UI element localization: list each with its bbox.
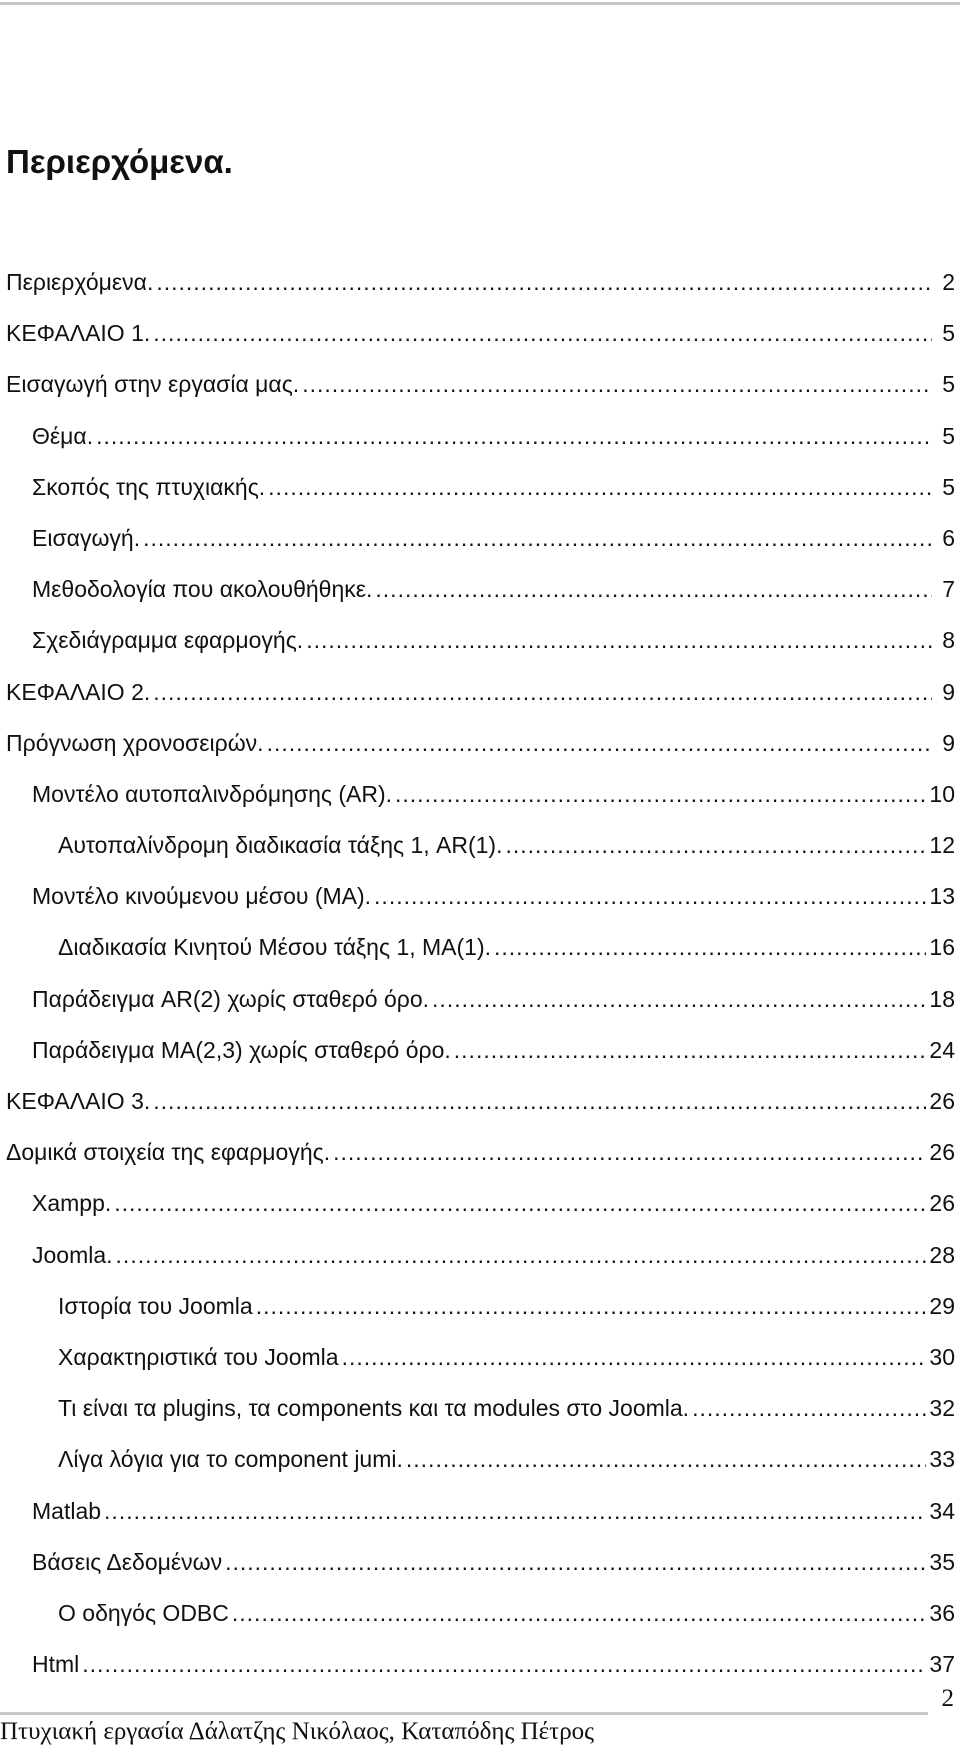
toc-entry-label: Λίγα λόγια για το component jumi. <box>58 1446 403 1473</box>
toc-entry[interactable] <box>0 774 955 825</box>
toc-entry-page: 10 <box>929 780 955 807</box>
toc-entry[interactable] <box>0 672 955 723</box>
toc-entry[interactable] <box>0 1030 955 1081</box>
toc-entry-page: 33 <box>929 1446 955 1473</box>
toc-leader-dots <box>225 1542 926 1582</box>
toc-entry-label: Πρόγνωση χρονοσειρών. <box>6 729 264 756</box>
toc-leader-dots <box>153 313 932 353</box>
toc-leader-dots <box>454 1030 927 1070</box>
toc-entry[interactable] <box>0 518 955 569</box>
toc-leader-dots <box>114 1183 926 1223</box>
toc-entry[interactable] <box>0 569 955 620</box>
toc-entry-label: Θέμα. <box>32 422 94 449</box>
toc-entry[interactable] <box>0 1542 955 1593</box>
top-rule <box>0 2 960 5</box>
toc-entry-label: Παράδειγμα MA(2,3) χωρίς σταθερό όρο. <box>32 1036 451 1063</box>
toc-entry[interactable] <box>0 364 955 415</box>
toc-leader-dots <box>375 569 932 609</box>
toc-entry-page: 35 <box>929 1548 955 1575</box>
toc-entry[interactable] <box>0 1388 955 1439</box>
toc-leader-dots <box>306 620 932 660</box>
toc-entry-page: 5 <box>942 371 955 398</box>
toc-entry-page: 32 <box>929 1395 955 1422</box>
toc-entry-label: Σκοπός της πτυχιακής. <box>32 473 266 500</box>
toc-entry[interactable] <box>0 876 955 927</box>
toc-entry[interactable] <box>0 1644 955 1695</box>
toc-entry-label: Ιστορία του Joomla <box>58 1292 253 1319</box>
toc-entry[interactable] <box>0 1491 955 1542</box>
toc-entry-page: 9 <box>942 678 955 705</box>
toc-entry-page: 5 <box>942 320 955 347</box>
toc-entry[interactable] <box>0 927 955 978</box>
toc-entry[interactable] <box>0 313 955 364</box>
toc-entry-page: 26 <box>929 1139 955 1166</box>
toc-entry-label: Χαρακτηριστικά του Joomla <box>58 1343 339 1370</box>
page-number: 2 <box>941 1685 954 1712</box>
toc-entry-label: Αυτοπαλίνδρομη διαδικασία τάξης 1, AR(1). <box>58 832 503 859</box>
toc-entry-page: 29 <box>929 1292 955 1319</box>
toc-entry-page: 12 <box>929 832 955 859</box>
toc-leader-dots <box>432 979 926 1019</box>
toc-leader-dots <box>505 825 926 865</box>
table-of-contents <box>0 262 955 1695</box>
toc-entry-label: Δομικά στοιχεία της εφαρμογής. <box>6 1139 331 1166</box>
toc-entry-label: ΚΕΦΑΛΑΙΟ 3. <box>6 1088 151 1114</box>
toc-entry-page: 37 <box>929 1651 955 1678</box>
toc-entry-label: Παράδειγμα AR(2) χωρίς σταθερό όρο. <box>32 985 430 1012</box>
toc-entry[interactable] <box>0 1235 955 1286</box>
toc-entry[interactable] <box>0 1593 955 1644</box>
toc-entry[interactable] <box>0 416 955 467</box>
toc-leader-dots <box>96 416 932 456</box>
toc-entry[interactable] <box>0 979 955 1030</box>
toc-entry-page: 30 <box>929 1343 955 1370</box>
toc-leader-dots <box>395 774 926 814</box>
toc-entry[interactable] <box>0 1183 955 1234</box>
toc-leader-dots <box>692 1388 926 1428</box>
toc-leader-dots <box>153 672 932 712</box>
toc-entry-label: Τι είναι τα plugins, τα components και τα modules στο Joomla. <box>58 1395 690 1422</box>
toc-leader-dots <box>333 1132 926 1172</box>
toc-leader-dots <box>268 467 932 507</box>
toc-entry-page: 5 <box>942 473 955 500</box>
toc-leader-dots <box>116 1235 927 1275</box>
toc-entry-label: Matlab <box>32 1497 102 1524</box>
toc-entry-page: 9 <box>942 729 955 756</box>
toc-entry[interactable] <box>0 1132 955 1183</box>
toc-leader-dots <box>494 927 926 967</box>
toc-entry-label: Βάσεις Δεδομένων <box>32 1548 223 1575</box>
toc-leader-dots <box>267 723 932 763</box>
toc-entry-page: 5 <box>942 422 955 449</box>
toc-entry[interactable] <box>0 723 955 774</box>
toc-entry-page: 36 <box>929 1599 955 1626</box>
toc-entry-page: 7 <box>942 576 955 603</box>
toc-entry-label: Εισαγωγή. <box>32 524 141 551</box>
toc-entry[interactable] <box>0 1439 955 1490</box>
toc-leader-dots <box>342 1337 927 1377</box>
toc-leader-dots <box>374 876 926 916</box>
toc-entry[interactable] <box>0 1286 955 1337</box>
toc-entry-page: 16 <box>929 934 955 961</box>
toc-entry-label: Μεθοδολογία που ακολουθήθηκε. <box>32 576 373 603</box>
toc-entry-label: Ο οδηγός ODBC <box>58 1599 229 1626</box>
toc-entry-page: 24 <box>929 1036 955 1063</box>
toc-entry-label: ΚΕΦΑΛΑΙΟ 1. <box>6 320 151 347</box>
toc-entry-label: Joomla. <box>32 1241 113 1268</box>
toc-entry-page: 6 <box>942 524 955 551</box>
toc-leader-dots <box>302 364 932 404</box>
toc-entry-label: Xampp. <box>32 1190 112 1217</box>
toc-entry-page: 34 <box>929 1497 955 1524</box>
toc-entry[interactable] <box>0 825 955 876</box>
toc-entry-page: 28 <box>929 1241 955 1268</box>
toc-entry-label: ΚΕΦΑΛΑΙΟ 2. <box>6 678 151 705</box>
toc-entry[interactable] <box>0 620 955 671</box>
toc-leader-dots <box>104 1491 926 1531</box>
toc-leader-dots <box>256 1286 927 1326</box>
toc-entry-label: Μοντέλο κινούμενου μέσου (MA). <box>32 883 372 910</box>
toc-leader-dots <box>406 1439 927 1479</box>
toc-entry-label: Σχεδιάγραμμα εφαρμογής. <box>32 627 304 654</box>
toc-entry-page: 8 <box>942 627 955 654</box>
toc-leader-dots <box>153 1081 926 1121</box>
toc-entry[interactable] <box>0 1081 955 1132</box>
toc-leader-dots <box>156 262 932 302</box>
page-title: Περιερχόμενα. <box>6 143 233 180</box>
toc-entry-label: Εισαγωγή στην εργασία μας. <box>6 371 300 398</box>
toc-entry-label: Μοντέλο αυτοπαλινδρόμησης (AR). <box>32 780 393 807</box>
toc-entry-label: Διαδικασία Κινητού Μέσου τάξης 1, MA(1). <box>58 934 492 961</box>
toc-entry-page: 26 <box>929 1190 955 1217</box>
toc-entry-page: 13 <box>929 883 955 910</box>
toc-leader-dots <box>143 518 932 558</box>
toc-entry-label: Html <box>32 1651 80 1678</box>
toc-entry[interactable] <box>0 262 955 313</box>
toc-entry-page: 2 <box>942 269 955 295</box>
toc-leader-dots <box>232 1593 927 1633</box>
footer-text: Πτυχιακή εργασία Δάλατζης Νικόλαος, Καταπόδης Πέτρος <box>0 1718 595 1745</box>
toc-entry-label: Περιερχόμενα. <box>6 269 154 295</box>
toc-leader-dots <box>82 1644 926 1684</box>
toc-entry-page: 26 <box>929 1088 955 1114</box>
toc-entry-page: 18 <box>929 985 955 1012</box>
toc-entry[interactable] <box>0 1337 955 1388</box>
footer-rule <box>0 1712 928 1715</box>
toc-entry[interactable] <box>0 467 955 518</box>
